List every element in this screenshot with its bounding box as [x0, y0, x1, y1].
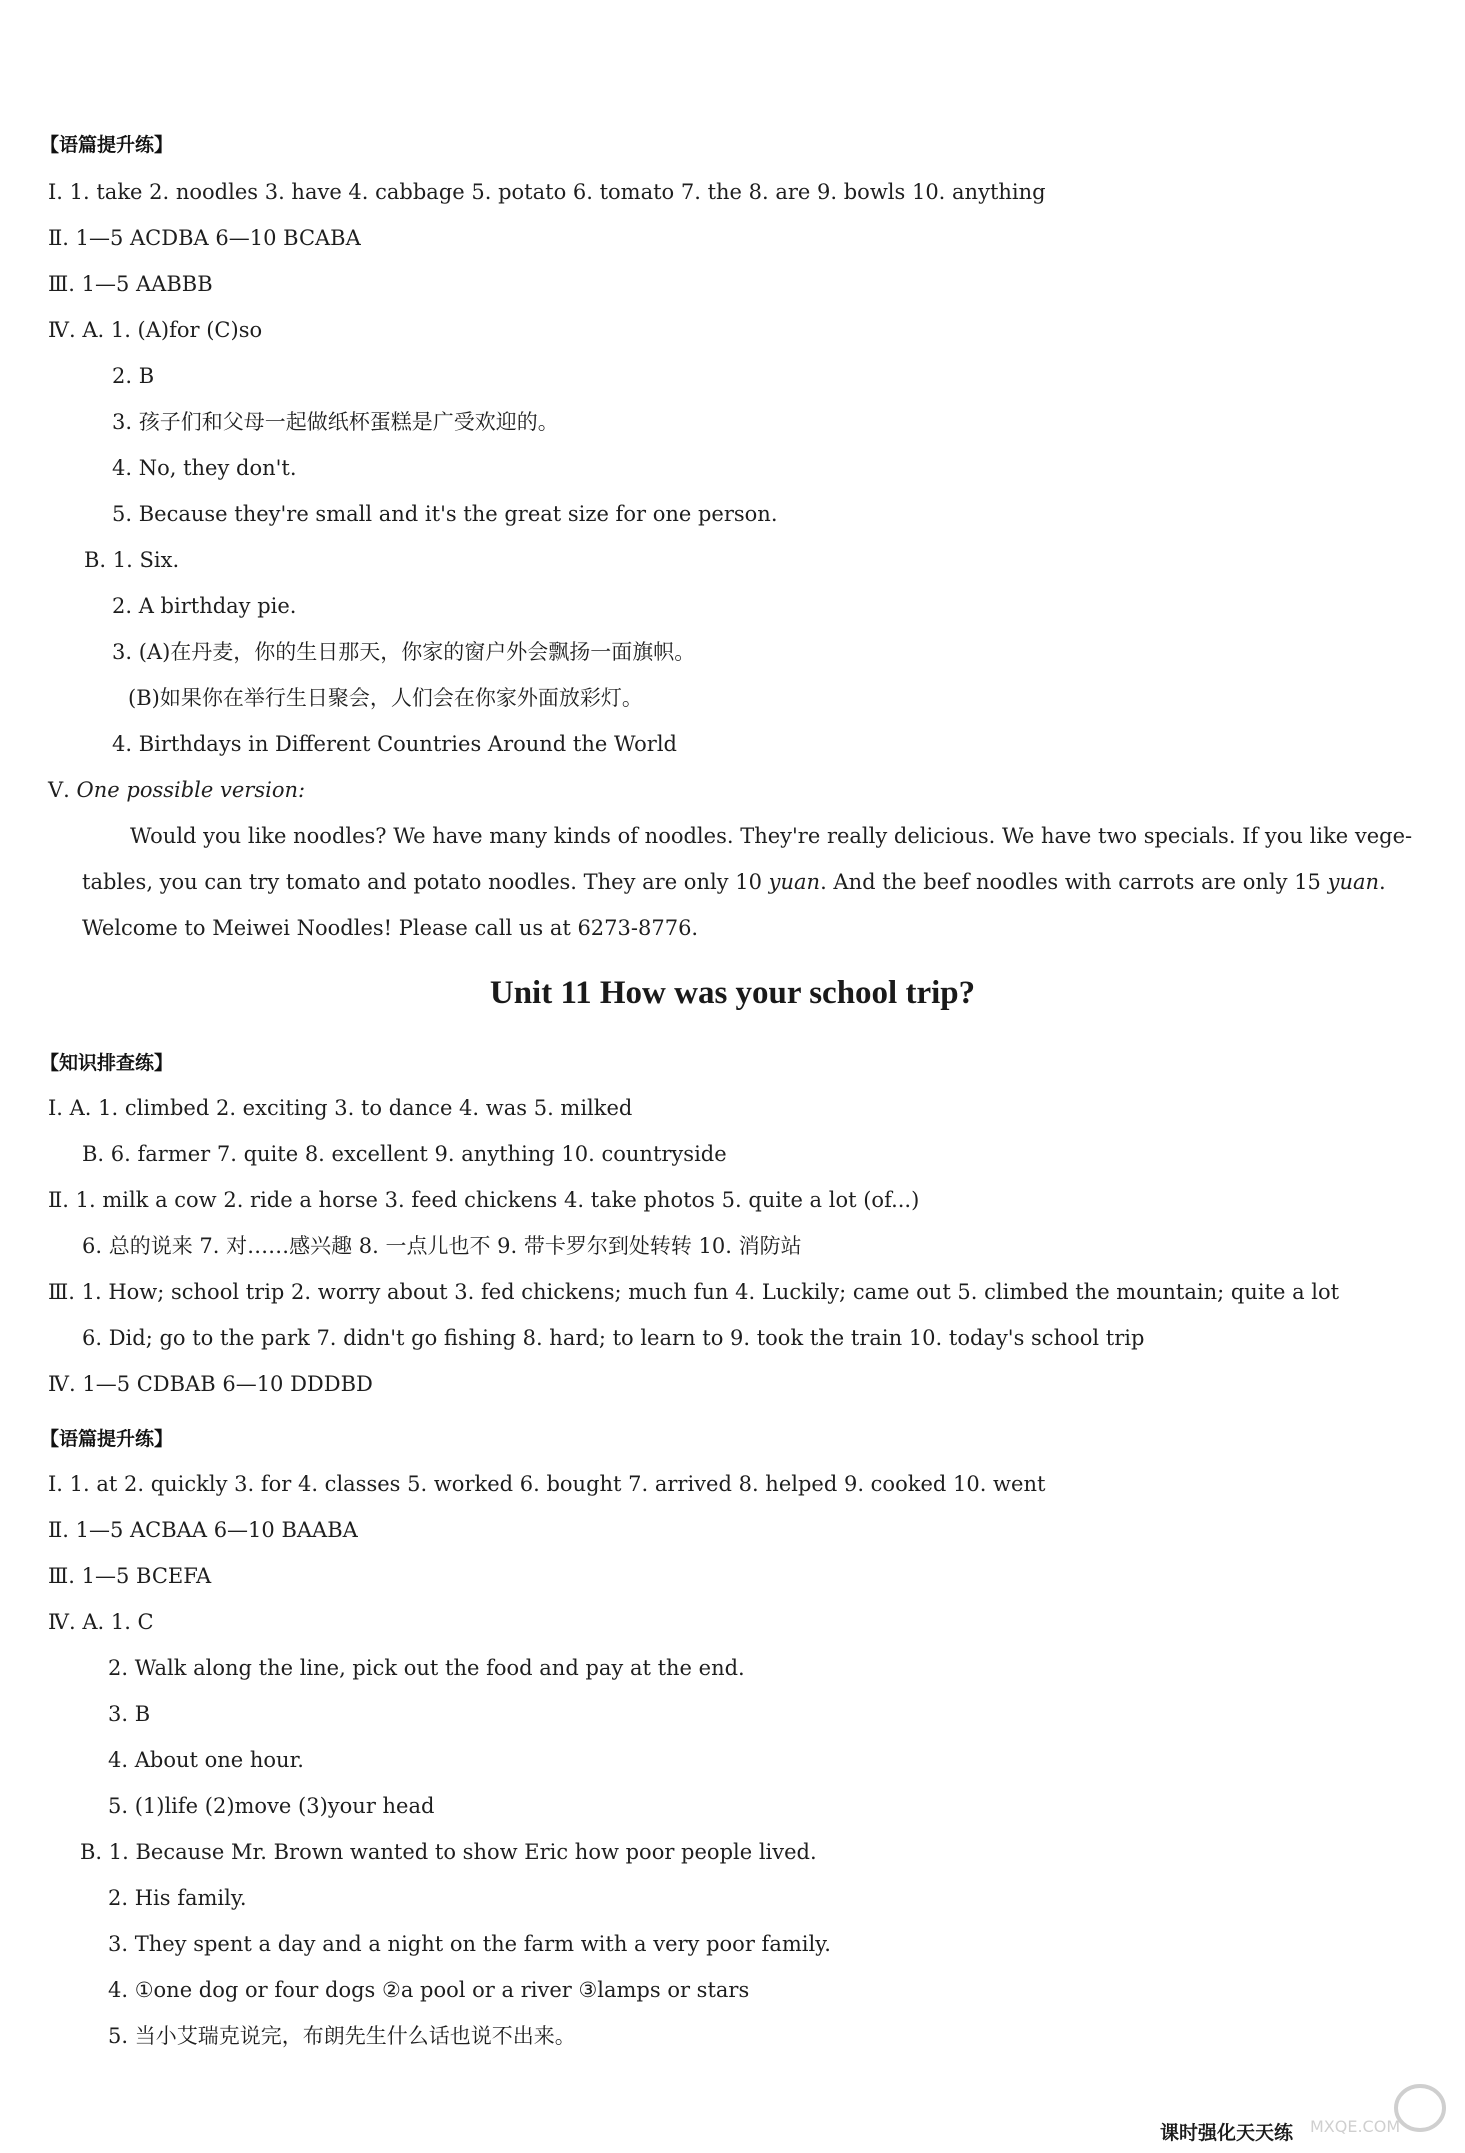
essay-text: tables, you can try tomato and potato noodles. They are only 10	[82, 870, 769, 894]
section-header-reading-practice-2: 【语篇提升练】	[40, 1428, 174, 1450]
answer-line: 6. 总的说来 7. 对……感兴趣 8. 一点儿也不 9. 带卡罗尔到处转转 10. 消防站	[82, 1234, 802, 1258]
answer-line: 3. B	[108, 1702, 151, 1726]
essay-line: Welcome to Meiwei Noodles! Please call us at 6273-8776.	[82, 916, 699, 940]
answer-line: 3. They spent a day and a night on the farm with a very poor family.	[108, 1932, 831, 1956]
answer-line: 3. 孩子们和父母一起做纸杯蛋糕是广受欢迎的。	[112, 410, 559, 434]
svg-text:MXQE.COM: MXQE.COM	[1310, 2117, 1401, 2136]
answer-line: Ⅱ. 1—5 ACDBA 6—10 BCABA	[48, 226, 361, 250]
watermark-logo-icon	[1310, 2080, 1450, 2140]
answer-line: Ⅲ. 1—5 AABBB	[48, 272, 213, 296]
answer-line: Ⅳ. 1—5 CDBAB 6—10 DDDBD	[48, 1372, 373, 1396]
answer-line: B. 1. Six.	[84, 548, 180, 572]
essay-currency: yuan	[768, 870, 821, 894]
answer-line: Ⅰ. 1. take 2. noodles 3. have 4. cabbage 5. potato 6. tomato 7. the 8. are 9. bowls 10. anything	[48, 180, 1046, 204]
answer-line: Ⅲ. 1—5 BCEFA	[48, 1564, 212, 1588]
essay-label: One possible version:	[76, 778, 306, 802]
answer-line: 4. No, they don't.	[112, 456, 297, 480]
section-header-reading-practice: 【语篇提升练】	[40, 134, 174, 156]
answer-line: B. 1. Because Mr. Brown wanted to show Eric how poor people lived.	[80, 1840, 817, 1864]
answer-line: Ⅳ. A. 1. C	[48, 1610, 154, 1634]
answer-line: 4. About one hour.	[108, 1748, 304, 1772]
answer-line: Ⅳ. A. 1. (A)for (C)so	[48, 318, 263, 342]
answer-line: 3. (A)在丹麦，你的生日那天，你家的窗户外会飘扬一面旗帜。	[112, 640, 696, 664]
answer-line: 5. 当小艾瑞克说完，布朗先生什么话也说不出来。	[108, 2024, 576, 2048]
essay-line	[82, 872, 1386, 893]
answer-line: Ⅱ. 1—5 ACBAA 6—10 BAABA	[48, 1518, 358, 1542]
answer-line: 4. ①one dog or four dogs ②a pool or a river ③lamps or stars	[108, 1978, 750, 2002]
answer-line: 4. Birthdays in Different Countries Around the World	[112, 732, 677, 756]
section-header-knowledge-check: 【知识排查练】	[40, 1052, 174, 1074]
essay-currency: yuan	[1327, 870, 1380, 894]
answer-line: (B)如果你在举行生日聚会，人们会在你家外面放彩灯。	[128, 686, 643, 710]
answer-line: B. 6. farmer 7. quite 8. excellent 9. anything 10. countryside	[82, 1142, 727, 1166]
answer-line-essay-label	[48, 780, 305, 801]
answer-line: 2. B	[112, 364, 155, 388]
footer-book-title: 课时强化天天练	[1160, 2122, 1294, 2144]
section-number: Ⅴ.	[48, 778, 77, 802]
essay-text: .	[1379, 870, 1386, 894]
answer-line: Ⅱ. 1. milk a cow 2. ride a horse 3. feed chickens 4. take photos 5. quite a lot (of...)	[48, 1188, 920, 1212]
answer-line: Ⅰ. A. 1. climbed 2. exciting 3. to dance 4. was 5. milked	[48, 1096, 633, 1120]
essay-line: Would you like noodles? We have many kinds of noodles. They're really delicious. We have two specials. If you like vege-	[130, 824, 1413, 848]
answer-line: 2. A birthday pie.	[112, 594, 297, 618]
answer-line: 6. Did; go to the park 7. didn't go fishing 8. hard; to learn to 9. took the train 10. today's school trip	[82, 1326, 1145, 1350]
answer-line: Ⅰ. 1. at 2. quickly 3. for 4. classes 5. worked 6. bought 7. arrived 8. helped 9. cooked 10. went	[48, 1472, 1046, 1496]
essay-text: . And the beef noodles with carrots are only 15	[820, 870, 1328, 894]
answer-line: 2. Walk along the line, pick out the food and pay at the end.	[108, 1656, 745, 1680]
answer-line: 5. Because they're small and it's the great size for one person.	[112, 502, 778, 526]
answer-line: 5. (1)life (2)move (3)your head	[108, 1794, 435, 1818]
answer-line: 2. His family.	[108, 1886, 247, 1910]
answer-line: Ⅲ. 1. How; school trip 2. worry about 3. fed chickens; much fun 4. Luckily; came out 5. climbed the mountain; quite a lot	[48, 1280, 1340, 1304]
unit-title: Unit 11 How was your school trip?	[489, 975, 976, 1011]
